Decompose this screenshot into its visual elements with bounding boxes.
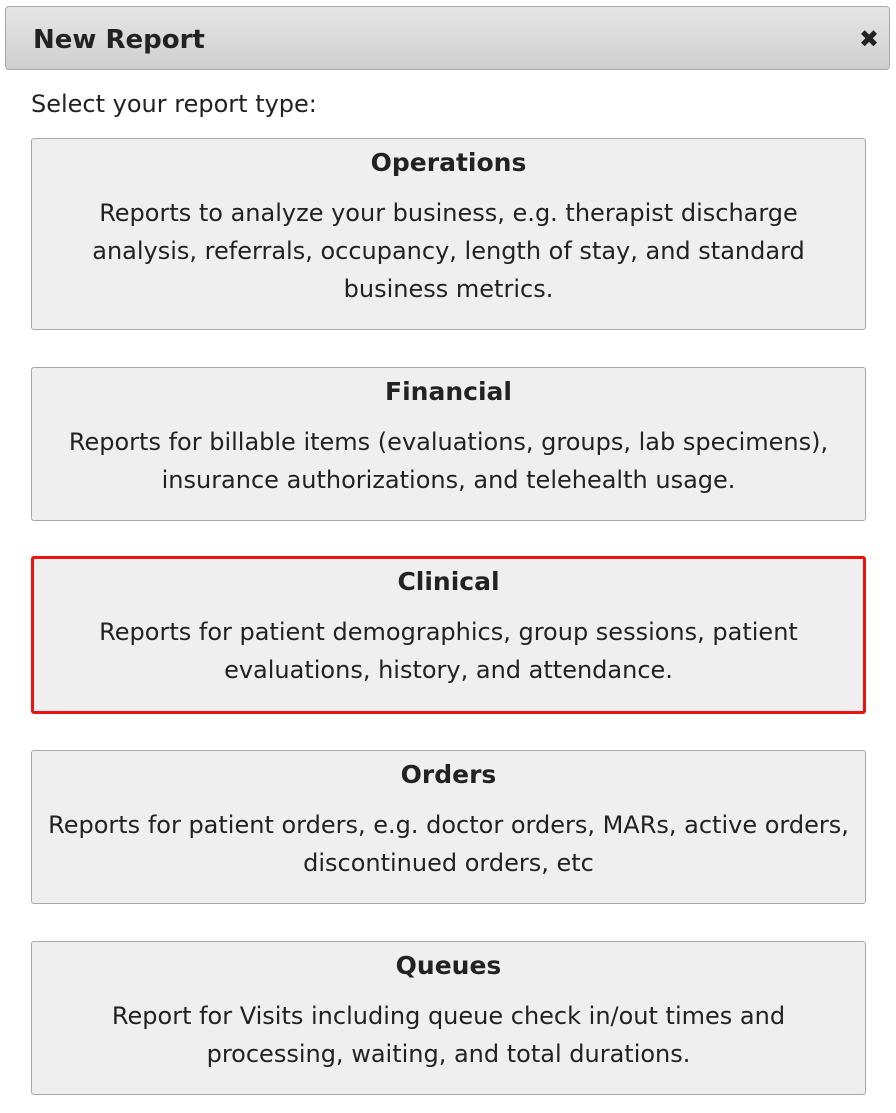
close-icon[interactable]: ✖ [858, 25, 880, 53]
dialog-title: New Report [33, 25, 205, 55]
report-type-title: Orders [400, 760, 497, 789]
report-type-queues[interactable] [31, 941, 866, 1095]
report-type-description: Report for Visits including queue check in/out times and processing, waiting, and total durations. [111, 1002, 786, 1068]
report-type-operations[interactable] [31, 138, 866, 330]
report-type-description: Reports to analyze your business, e.g. therapist discharge analysis, referrals, occupancy, length of stay, and standard business metrics. [92, 199, 805, 303]
report-type-title: Operations [370, 148, 527, 177]
dialog-titlebar [5, 6, 890, 70]
report-type-title: Clinical [397, 567, 500, 596]
report-type-clinical[interactable] [31, 556, 866, 714]
report-type-description: Reports for patient demographics, group sessions, patient evaluations, history, and attendance. [99, 618, 798, 684]
report-type-financial[interactable] [31, 367, 866, 521]
report-type-title: Queues [395, 951, 502, 980]
report-type-title: Financial [385, 377, 512, 406]
report-type-description: Reports for patient orders, e.g. doctor orders, MARs, active orders, discontinued orders, etc [48, 811, 849, 877]
report-type-prompt: Select your report type: [31, 90, 317, 118]
report-type-description: Reports for billable items (evaluations, groups, lab specimens), insurance authorizations, and telehealth usage. [68, 428, 829, 494]
report-type-orders[interactable] [31, 750, 866, 904]
